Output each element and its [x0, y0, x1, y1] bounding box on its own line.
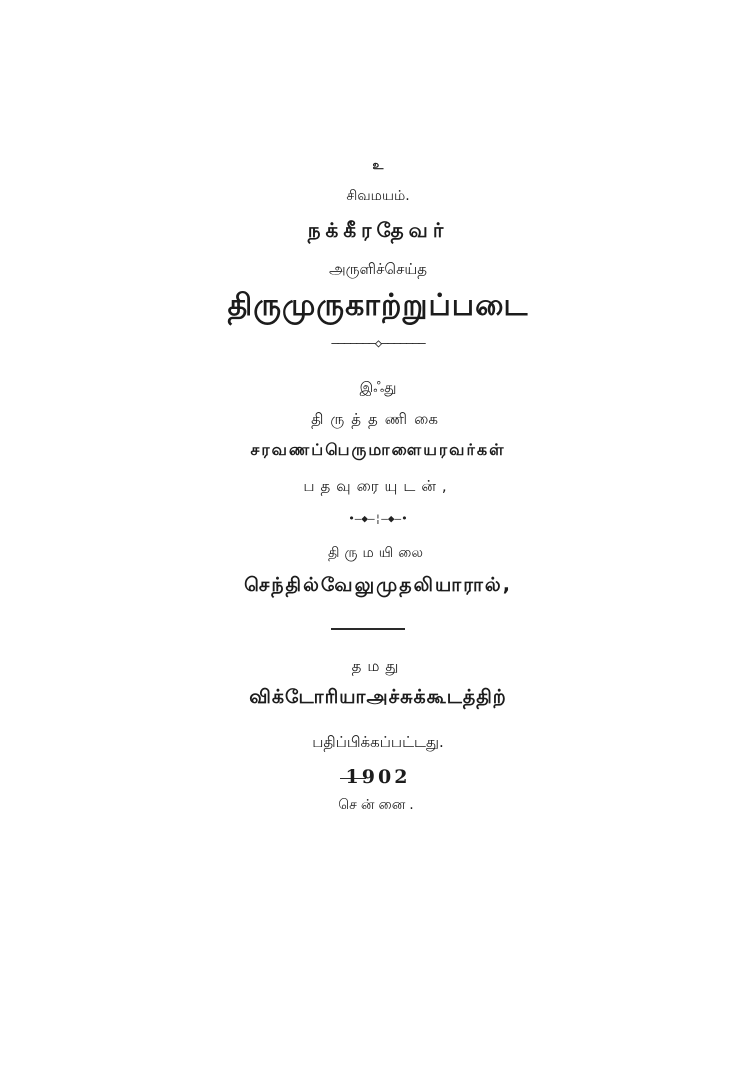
composed-line: அருளிச்செய்த	[328, 260, 428, 278]
publication-year: 1902	[345, 766, 411, 788]
editor-name: செந்தில்வேலுமுதலியாரால்,	[244, 574, 512, 596]
printed-line: பதிப்பிக்கப்பட்டது.	[312, 733, 444, 751]
their-line: தமது	[351, 657, 405, 675]
ornamental-divider-small: •—◆—¦—◆—•	[348, 512, 408, 525]
invocation-symbol: உ	[372, 158, 384, 172]
press-name: விக்டோரியாஅச்சுக்கூடத்திற்	[249, 686, 507, 708]
creed-line: சிவமயம்.	[346, 188, 410, 204]
book-title: திருமுருகாற்றுப்படை	[227, 288, 529, 323]
publication-city: சென்னை.	[338, 797, 418, 813]
author-name: நக்கீரதேவர்	[307, 218, 449, 242]
rule-divider	[331, 628, 405, 630]
commentator-name: சரவணப்பெருமாளையரவர்கள்	[250, 440, 506, 459]
commentary-line: பதவுரையுடன்,	[303, 477, 453, 495]
editor-place: திருமயிலை	[328, 545, 428, 561]
commentator-place: திருத்தணிகை	[311, 410, 445, 428]
ornamental-divider: ———————◇———————	[331, 336, 425, 350]
this-line: இஃது	[359, 380, 397, 396]
